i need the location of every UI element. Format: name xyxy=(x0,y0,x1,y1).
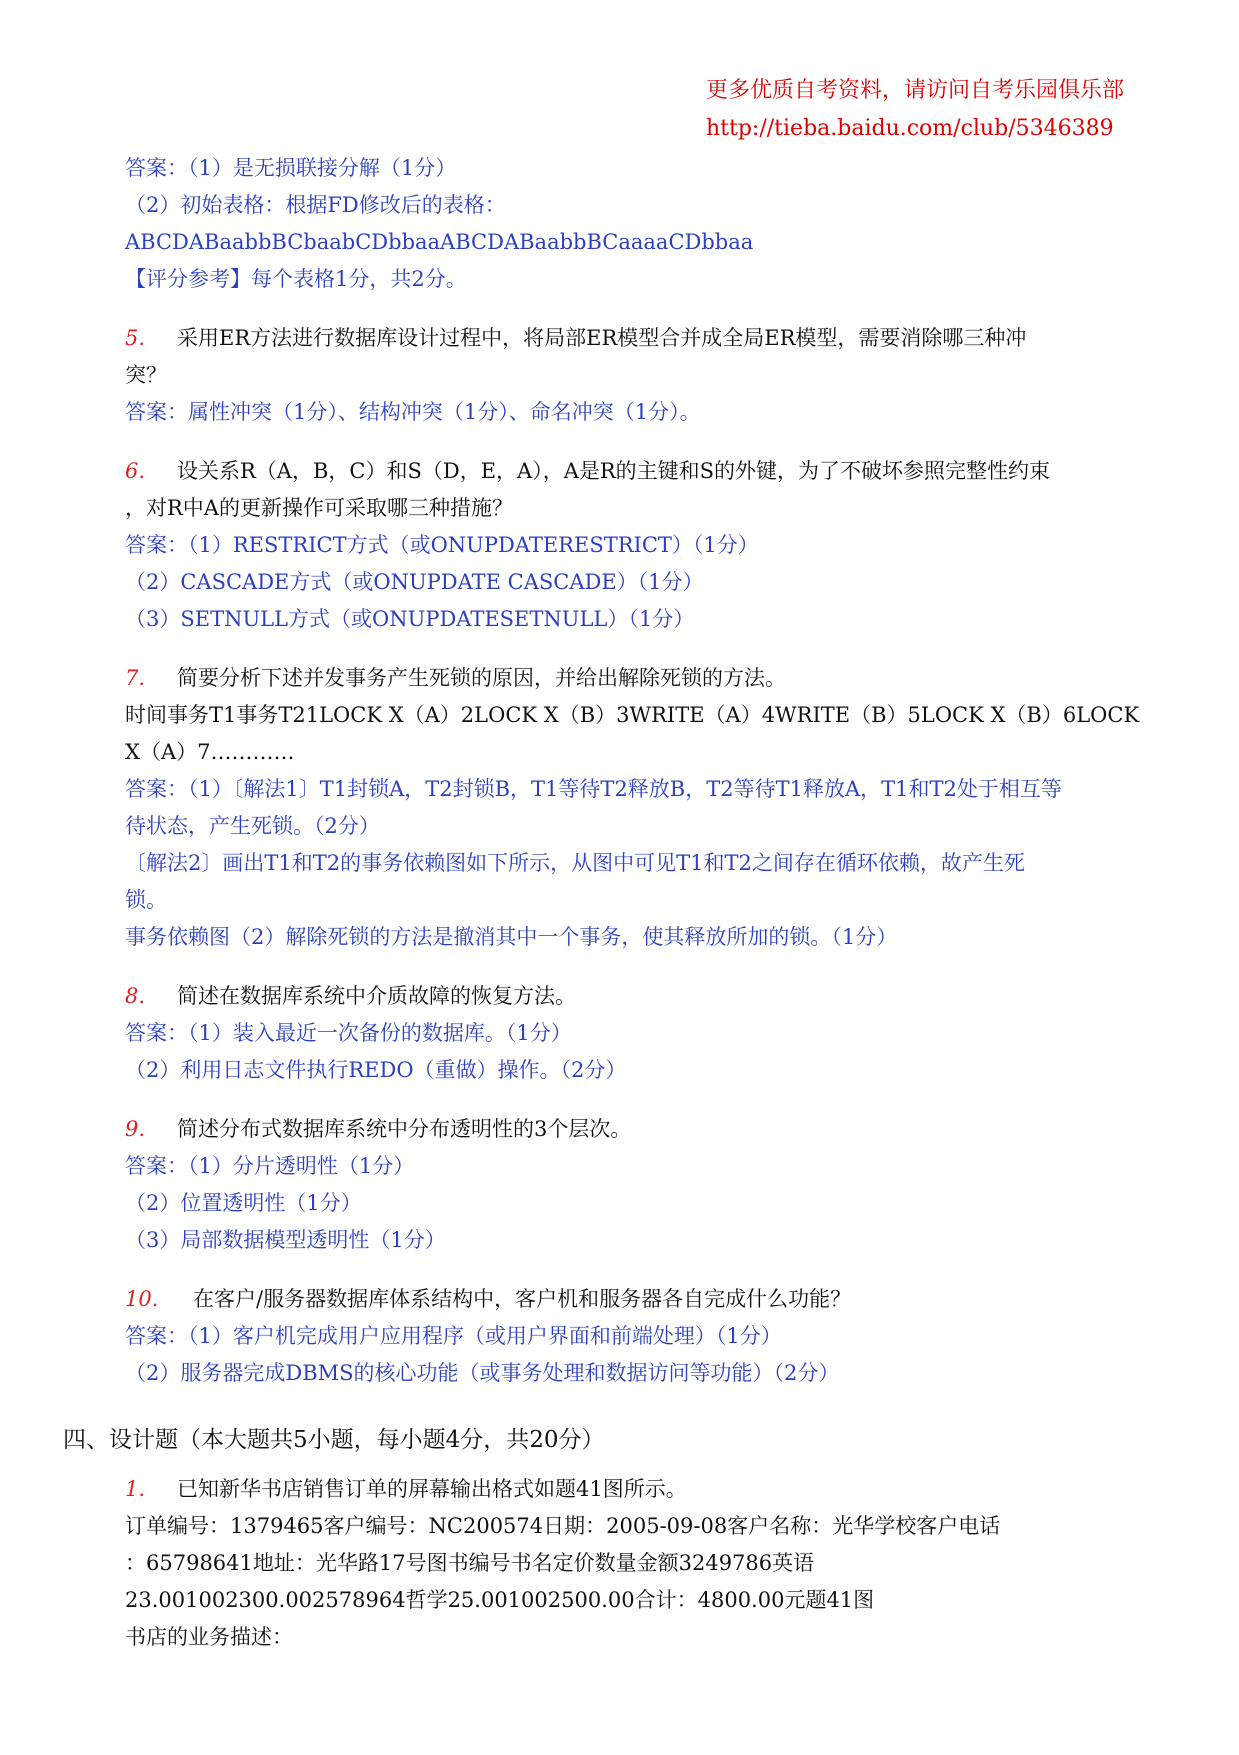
question-number: 8. xyxy=(125,984,146,1008)
question-10 xyxy=(125,1281,1185,1392)
answer-line: （2）CASCADE方式（或ONUPDATE CASCADE）（1分） xyxy=(125,570,704,594)
answer-line: 答案：（1）〔解法1〕T1封锁A，T2封锁B，T1等待T2释放B，T2等待T1释放A，T1和T2处于相互等 xyxy=(125,777,1062,801)
header-promo-text: 更多优质自考资料，请访问自考乐园俱乐部 xyxy=(706,78,1125,103)
answer-line: （3）SETNULL方式（或ONUPDATESETNULL）（1分） xyxy=(125,607,695,631)
question-6 xyxy=(125,453,1185,638)
answer-line: 答案：（1）是无损联接分解（1分） xyxy=(125,156,457,180)
question-text: 已知新华书店销售订单的屏幕输出格式如题41图所示。 xyxy=(177,1477,687,1501)
question-9 xyxy=(125,1111,1185,1259)
header-url: http://tieba.baidu.com/club/5346389 xyxy=(706,116,1114,141)
question-text: 简述分布式数据库系统中分布透明性的3个层次。 xyxy=(177,1117,632,1141)
answer-line: 锁。 xyxy=(125,888,167,912)
question-number: 5. xyxy=(125,326,146,350)
answer-line: （2）利用日志文件执行REDO（重做）操作。（2分） xyxy=(125,1058,627,1082)
answer-line: 答案：（1）客户机完成用户应用程序（或用户界面和前端处理）（1分） xyxy=(125,1324,782,1348)
question-text: 简述在数据库系统中介质故障的恢复方法。 xyxy=(177,984,576,1008)
question-text: 设关系R（A，B，C）和S（D，E，A），A是R的主键和S的外键，为了不破坏参照完整性约束 xyxy=(177,459,1051,483)
question-text: 简要分析下述并发事务产生死锁的原因，并给出解除死锁的方法。 xyxy=(177,666,786,690)
question-text: 23.001002300.002578964哲学25.001002500.00合计：4800.00元题41图 xyxy=(125,1588,875,1612)
answer-line: 答案：属性冲突（1分）、结构冲突（1分）、命名冲突（1分）。 xyxy=(125,400,701,424)
answer-line: （2）服务器完成DBMS的核心功能（或事务处理和数据访问等功能）（2分） xyxy=(125,1361,840,1385)
answer-line: 〔解法2〕画出T1和T2的事务依赖图如下所示，从图中可见T1和T2之间存在循环依赖，故产生死 xyxy=(125,851,1025,875)
question-text: 书店的业务描述： xyxy=(125,1625,293,1649)
question-text: ：65798641地址：光华路17号图书编号书名定价数量金额3249786英语 xyxy=(125,1551,815,1575)
question-number: 10. xyxy=(125,1287,159,1311)
answer-line: 答案：（1）分片透明性（1分） xyxy=(125,1154,415,1178)
question-text: 时间事务T1事务T21LOCK X（A）2LOCK X（B）3WRITE（A）4WRITE（B）5LOCK X（B）6LOCK xyxy=(125,703,1140,727)
answer-line: 待状态，产生死锁。（2分） xyxy=(125,814,380,838)
question-number: 7. xyxy=(125,666,146,690)
question-number: 9. xyxy=(125,1117,146,1141)
q4-answer xyxy=(125,150,1185,298)
answer-line: 答案：（1）RESTRICT方式（或ONUPDATERESTRICT）（1分） xyxy=(125,533,759,557)
answer-line: （3）局部数据模型透明性（1分） xyxy=(125,1228,446,1252)
question-number: 1. xyxy=(125,1477,146,1501)
answer-line: 【评分参考】每个表格1分，共2分。 xyxy=(125,267,467,291)
question-text: 订单编号：1379465客户编号：NC200574日期：2005-09-08客户名称：光华学校客户电话 xyxy=(125,1514,1001,1538)
question-7 xyxy=(125,660,1185,956)
question-text: X（A）7………… xyxy=(125,740,295,764)
answer-line: （2）初始表格：根据FD修改后的表格： xyxy=(125,193,506,217)
question-5 xyxy=(125,320,1185,431)
question-text: 在客户/服务器数据库体系结构中，客户机和服务器各自完成什么功能？ xyxy=(193,1287,852,1311)
answer-line: （2）位置透明性（1分） xyxy=(125,1191,362,1215)
design-question-1 xyxy=(125,1471,1185,1656)
document-body xyxy=(63,150,1185,1656)
question-number: 6. xyxy=(125,459,146,483)
question-8 xyxy=(125,978,1185,1089)
section-heading: 四、设计题（本大题共5小题，每小题4分，共20分） xyxy=(63,1427,605,1453)
answer-line: ABCDABaabbBCbaabCDbbaaABCDABaabbBCaaaaCDbbaa xyxy=(125,230,754,254)
question-text: 采用ER方法进行数据库设计过程中，将局部ER模型合并成全局ER模型，需要消除哪三种冲 xyxy=(177,326,1027,350)
question-text: 突？ xyxy=(125,363,167,387)
question-text: ，对R中A的更新操作可采取哪三种措施？ xyxy=(125,496,513,520)
answer-line: 答案：（1）装入最近一次备份的数据库。（1分） xyxy=(125,1021,572,1045)
answer-line: 事务依赖图（2）解除死锁的方法是撤消其中一个事务，使其释放所加的锁。（1分） xyxy=(125,925,898,949)
page-header xyxy=(706,72,1206,148)
